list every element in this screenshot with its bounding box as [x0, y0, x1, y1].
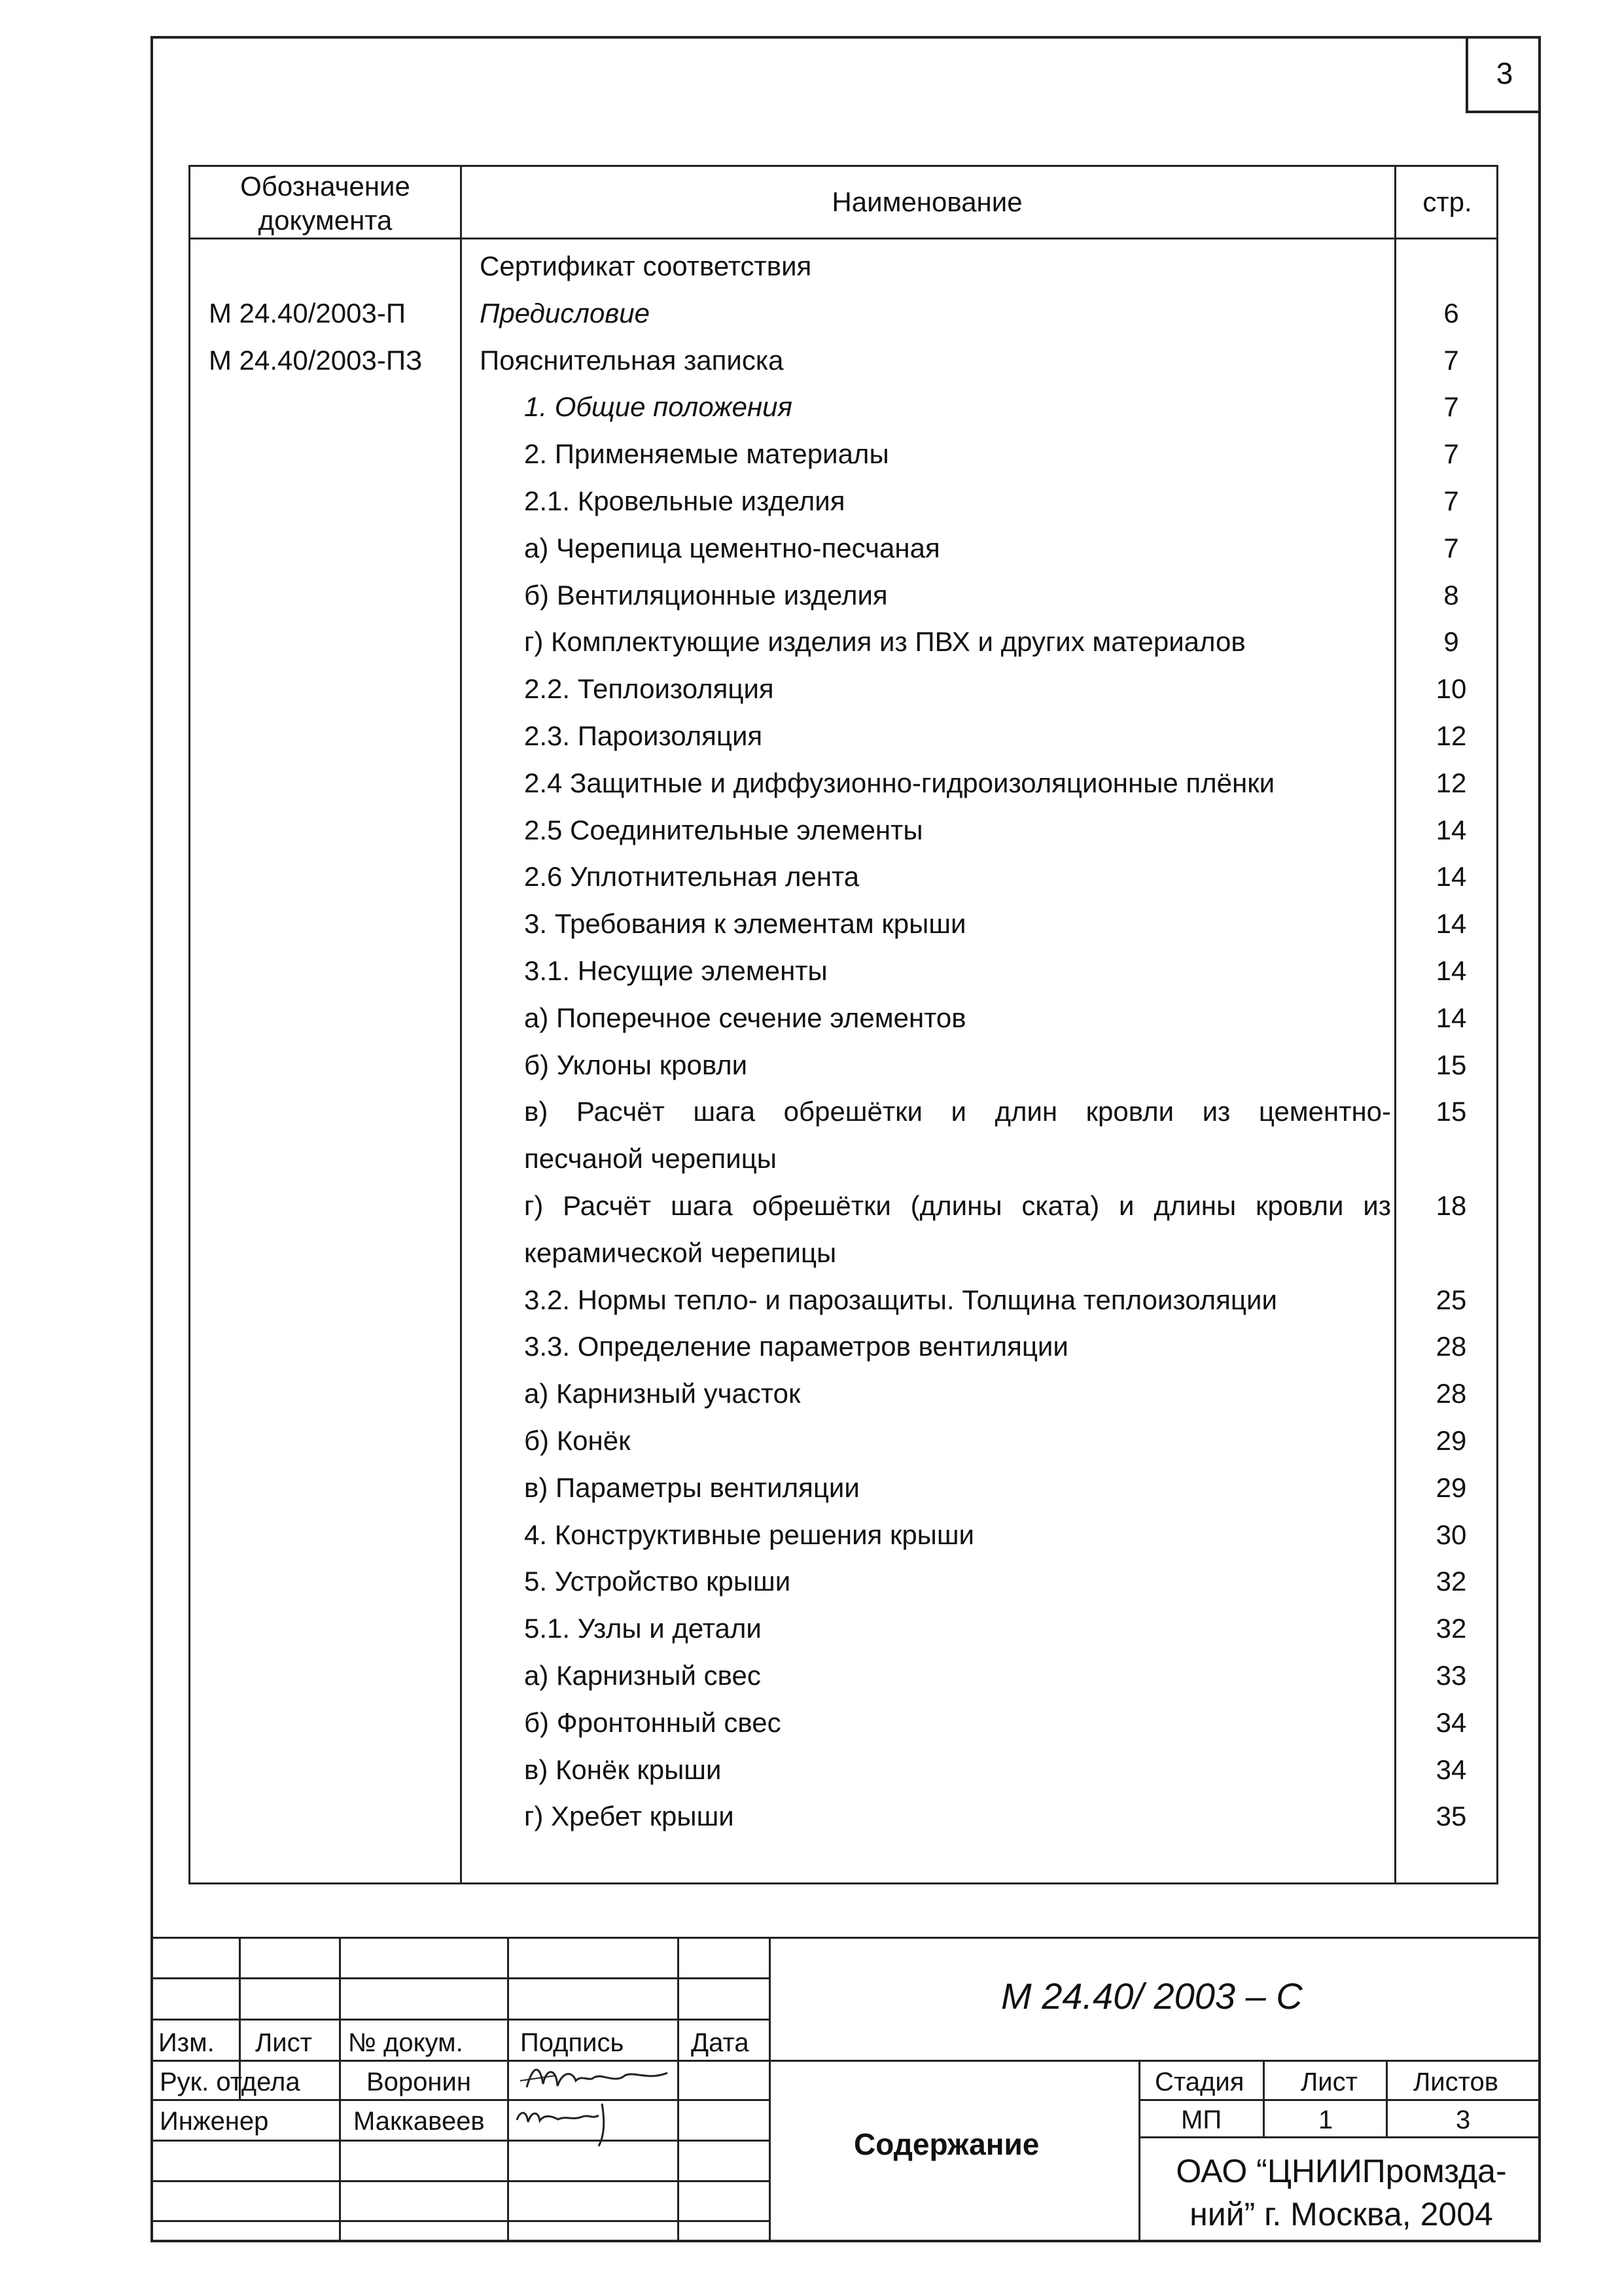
toc-page-number: 7	[1443, 438, 1459, 470]
toc-row	[190, 955, 1496, 1002]
toc-page-number: 29	[1436, 1472, 1467, 1503]
toc-entry-title: г) Хребет крыши	[524, 1801, 734, 1832]
signature-voronin	[517, 2061, 674, 2100]
toc-entry-title: 5.1. Узлы и детали	[524, 1613, 762, 1644]
toc-row	[190, 1754, 1496, 1801]
header-divider	[190, 238, 1496, 239]
toc-row	[190, 1566, 1496, 1613]
sheets-value: 3	[1456, 2106, 1471, 2134]
toc-entry-title: Сертификат соответствия	[480, 251, 812, 281]
toc-page-number: 15	[1436, 1049, 1467, 1080]
toc-page-number: 7	[1443, 344, 1459, 376]
toc-page-number: 6	[1443, 297, 1459, 328]
toc-row	[190, 533, 1496, 580]
toc-row	[190, 486, 1496, 533]
toc-entry-title: 3.2. Нормы тепло- и парозащиты. Толщина теплоизоляции	[524, 1284, 1277, 1315]
toc-page-number: 7	[1443, 391, 1459, 423]
toc-entry-title: г) Комплектующие изделия из ПВХ и других материалов	[524, 626, 1246, 658]
header-page: стр.	[1422, 186, 1472, 217]
toc-page-number: 14	[1436, 908, 1467, 940]
toc-entry-title: б) Уклоны кровли	[524, 1049, 748, 1080]
toc-page-number: 34	[1436, 1706, 1467, 1738]
toc-entry-title: 2.4 Защитные и диффузионно-гидроизоляционные плёнки	[524, 767, 1275, 798]
toc-row	[190, 438, 1496, 486]
toc-row	[190, 1378, 1496, 1425]
toc-row	[190, 1096, 1496, 1143]
toc-page-number: 18	[1436, 1190, 1467, 1221]
page-number: 3	[1466, 36, 1541, 113]
name-engineer: Маккавеев	[353, 2107, 485, 2136]
toc-entry-title: Пояснительная записка	[480, 344, 784, 376]
toc-entry-title: 1. Общие положения	[524, 391, 792, 423]
toc-row	[190, 861, 1496, 908]
toc-page-number: 9	[1443, 626, 1459, 658]
toc-row	[190, 815, 1496, 862]
toc-row	[190, 1660, 1496, 1707]
organization-line-2: ний” г. Москва, 2004	[1190, 2196, 1493, 2233]
toc-row	[190, 626, 1496, 673]
toc-page-number: 10	[1436, 673, 1467, 705]
toc-entry-title: 5. Устройство крыши	[524, 1566, 791, 1597]
toc-row	[190, 908, 1496, 955]
col-date-label: Дата	[691, 2028, 749, 2057]
toc-entry-title: б) Вентиляционные изделия	[524, 579, 888, 610]
document-title: Содержание	[854, 2127, 1040, 2161]
toc-entry-title: б) Фронтонный свес	[524, 1706, 781, 1738]
toc-entry-title: 2.3. Пароизоляция	[524, 720, 763, 751]
toc-page-number: 25	[1436, 1284, 1467, 1315]
toc-entry-title: б) Конёк	[524, 1425, 631, 1456]
toc-entry-title: 2.5 Соединительные элементы	[524, 814, 923, 845]
role-engineer: Инженер	[160, 2107, 269, 2136]
toc-entry-title: в) Конёк крыши	[524, 1754, 722, 1785]
toc-entry-title: а) Карнизный свес	[524, 1660, 761, 1691]
toc-doc-code: М 24.40/2003-ПЗ	[209, 344, 423, 376]
toc-table	[188, 165, 1498, 1884]
signature-makkaveev	[507, 2097, 638, 2149]
header-doc: Обозначение документа	[240, 171, 410, 236]
toc-row	[190, 345, 1496, 392]
toc-entry-title: 2.6 Уплотнительная лента	[524, 861, 860, 892]
toc-page-number: 29	[1436, 1425, 1467, 1456]
toc-entry-title: Предисловие	[480, 297, 650, 328]
toc-entry-title: 3.3. Определение параметров вентиляции	[524, 1331, 1068, 1362]
toc-row	[190, 298, 1496, 345]
toc-page-number: 32	[1436, 1613, 1467, 1644]
toc-row	[190, 673, 1496, 720]
sheets-label: Листов	[1413, 2068, 1498, 2096]
toc-entry-title: а) Черепица цементно-песчаная	[524, 532, 940, 563]
toc-page-number: 28	[1436, 1331, 1467, 1362]
toc-entry-title: 3. Требования к элементам крыши	[524, 908, 966, 940]
toc-page-number: 33	[1436, 1660, 1467, 1691]
sheet-value: 1	[1318, 2106, 1333, 2134]
header-name: Наименование	[832, 186, 1023, 217]
toc-page-number: 15	[1436, 1096, 1467, 1127]
toc-entry-title: а) Карнизный участок	[524, 1378, 801, 1409]
toc-entry-title: керамической черепицы	[524, 1237, 837, 1268]
organization	[1142, 2149, 1541, 2236]
toc-page-number: 7	[1443, 532, 1459, 563]
col-sign-label: Подпись	[520, 2028, 624, 2057]
toc-page-number: 14	[1436, 955, 1467, 986]
toc-entry-title: 2. Применяемые материалы	[524, 438, 889, 470]
toc-row	[190, 1284, 1496, 1332]
name-head: Воронин	[366, 2068, 471, 2096]
toc-row	[190, 580, 1496, 627]
toc-page-number: 12	[1436, 767, 1467, 798]
toc-entry-title: в) Параметры вентиляции	[524, 1472, 860, 1503]
toc-entry-title: песчаной черепицы	[524, 1143, 777, 1174]
toc-row	[190, 1190, 1496, 1237]
toc-page-number: 12	[1436, 720, 1467, 751]
toc-row	[190, 251, 1496, 298]
toc-row	[190, 1143, 1496, 1190]
toc-row	[190, 1519, 1496, 1566]
toc-doc-code: М 24.40/2003-П	[209, 297, 406, 328]
toc-entry-title: 4. Конструктивные решения крыши	[524, 1519, 975, 1550]
organization-line-1: ОАО “ЦНИИПромзда-	[1176, 2153, 1507, 2189]
col-list-label: Лист	[255, 2028, 312, 2057]
toc-row	[190, 1050, 1496, 1097]
toc-entry-title: 2.2. Теплоизоляция	[524, 673, 774, 705]
toc-row	[190, 1707, 1496, 1754]
toc-row	[190, 391, 1496, 438]
toc-entry-title: 2.1. Кровельные изделия	[524, 486, 845, 516]
toc-row	[190, 1472, 1496, 1519]
toc-page-number: 35	[1436, 1801, 1467, 1832]
col-izm-label: Изм.	[158, 2028, 215, 2057]
toc-page-number: 28	[1436, 1378, 1467, 1409]
toc-page-number: 14	[1436, 814, 1467, 845]
toc-page-number: 14	[1436, 861, 1467, 892]
toc-page-number: 8	[1443, 579, 1459, 610]
sheet-label: Лист	[1301, 2068, 1358, 2096]
stage-label: Стадия	[1155, 2068, 1244, 2096]
toc-row	[190, 720, 1496, 768]
toc-page-number: 30	[1436, 1519, 1467, 1550]
toc-row	[190, 1613, 1496, 1660]
col-doc-label: № докум.	[348, 2028, 463, 2057]
toc-entry-title: а) Поперечное сечение элементов	[524, 1002, 966, 1033]
toc-row	[190, 1801, 1496, 1848]
toc-page-number: 32	[1436, 1566, 1467, 1597]
toc-entry-title: г) Расчёт шага обрешётки (длины ската) и длины кровли из	[524, 1190, 1391, 1221]
title-block	[150, 1937, 1541, 2242]
toc-entry-title: в) Расчёт шага обрешётки и длин кровли из цементно-	[524, 1096, 1391, 1127]
toc-entry-title: 3.1. Несущие элементы	[524, 955, 828, 986]
toc-row	[190, 1331, 1496, 1378]
document-code: М 24.40/ 2003 – С	[1001, 1975, 1303, 2017]
stage-value: МП	[1181, 2106, 1222, 2134]
toc-row	[190, 768, 1496, 815]
toc-row	[190, 1237, 1496, 1284]
toc-row	[190, 1425, 1496, 1472]
toc-page-number: 34	[1436, 1754, 1467, 1785]
role-head: Рук. отдела	[160, 2068, 300, 2096]
toc-row	[190, 1002, 1496, 1050]
toc-page-number: 14	[1436, 1002, 1467, 1033]
toc-page-number: 7	[1443, 486, 1459, 516]
